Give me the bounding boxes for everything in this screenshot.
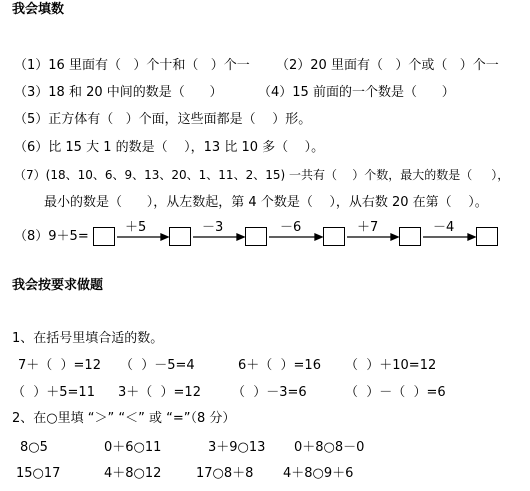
comparison: 17○8＋8 [196,466,254,481]
op-label: －3 [202,220,224,235]
q2-1-title: 1、在括号里填合适的数。 [12,331,164,346]
q3-line: （3）18 和 20 中间的数是（ ） [14,85,223,100]
equation: （ ）＋5=11 [12,385,95,400]
equation: 3＋（ ）=12 [118,385,201,400]
op-label: －4 [433,220,455,235]
comparison: 0＋8○8－0 [294,440,365,455]
equation: （ ）＋10=12 [345,358,437,373]
arrow-head-icon [391,234,398,240]
comparison: 15○17 [16,466,61,481]
equation: （ ）－（ ）=6 [345,385,446,400]
arrow-head-icon [468,234,475,240]
q6-line: （6）比 15 大 1 的数是（ ），13 比 10 多（ ）。 [14,140,325,155]
q7-continuation-line: 最小的数是（ ），从左数起，第 4 个数是（ ），从右数 20 在第（ ）。 [44,195,488,210]
section1-title: 我会填数 [12,2,65,17]
op-label: ＋5 [125,220,147,235]
comparison: 8○5 [20,440,48,455]
section2-title: 我会按要求做题 [12,278,104,293]
arrow-head-icon [315,234,322,240]
q5-line: （5）正方体有（ ）个面，这些面都是（ ）形。 [14,112,312,127]
op-label: ＋7 [357,220,379,235]
comparison: 0＋6○11 [104,440,162,455]
arrow-head-icon [161,234,168,240]
q2-2-title: 2、在○里填 “＞” “＜” 或 “=”（8 分） [12,411,236,426]
q1-line: （1）16 里面有（ ）个十和（ ）个一 [14,58,250,73]
q4-line: （4）15 前面的一个数是（ ） [258,85,455,100]
equation: 7＋（ ）=12 [18,358,101,373]
arrow-head-icon [237,234,244,240]
equation: （ ）－3=6 [232,385,307,400]
q7-line: （7）(18、10、6、9、13、20、1、11、2、15) 一共有（ ）个数，最大的数是（ ）， [14,168,510,182]
q8-label: （8）9＋5= [14,229,89,244]
equation: 6＋（ ）=16 [238,358,321,373]
q2-line: （2）20 里面有（ ）个或（ ）个一 [276,58,499,73]
op-label: －6 [280,220,302,235]
comparison: 3＋9○13 [208,440,266,455]
comparison: 4＋8○12 [104,466,162,481]
comparison: 4＋8○9＋6 [283,466,354,481]
equation: （ ）－5=4 [120,358,195,373]
